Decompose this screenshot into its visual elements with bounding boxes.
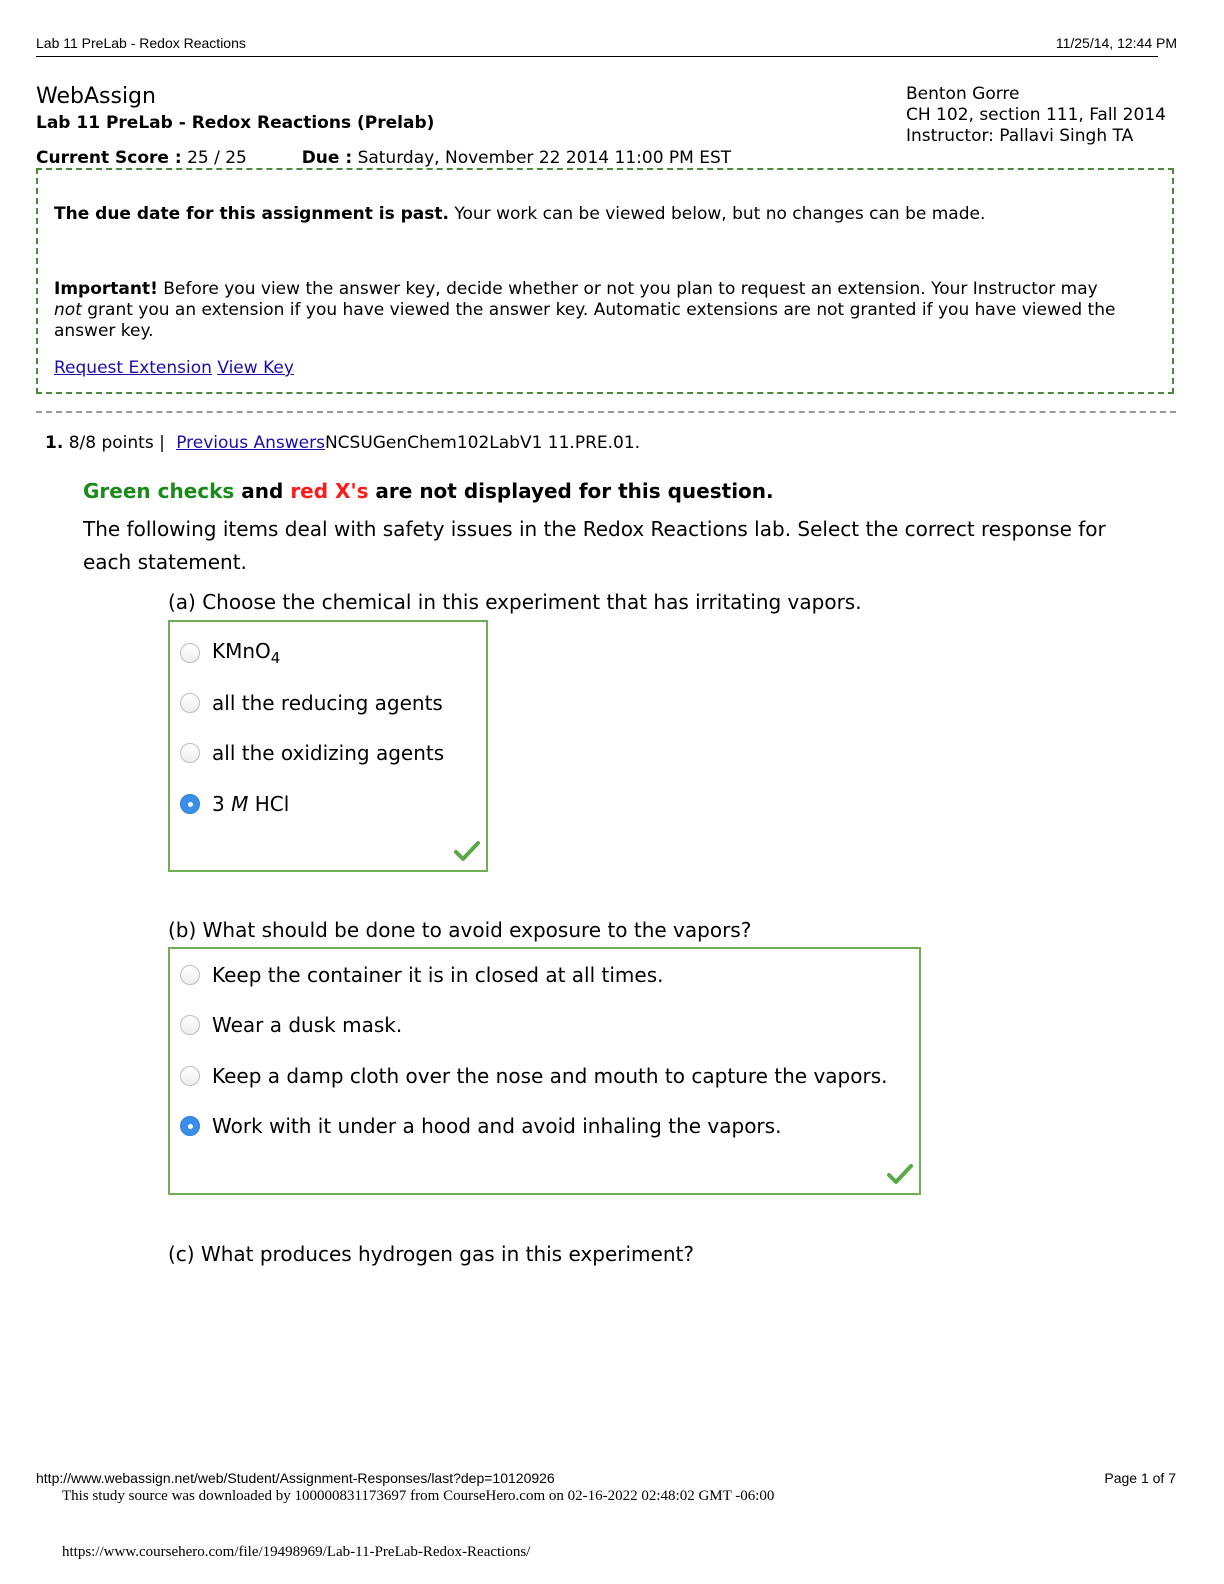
request-extension-link[interactable]: Request Extension [54, 358, 212, 378]
checkmark-icon [887, 1163, 913, 1185]
question-intro-line1: The following items deal with safety issues in the Redox Reactions lab. Select the correct response for [83, 517, 1106, 541]
question-header [45, 433, 640, 453]
due-value: Saturday, November 22 2014 11:00 PM EST [357, 148, 732, 168]
radio-button[interactable] [180, 643, 200, 663]
option-label: Keep the container it is in closed at all times. [212, 963, 664, 987]
course-info: CH 102, section 111, Fall 2014 [906, 105, 1166, 125]
past-due-rest: Your work can be viewed below, but no changes can be made. [448, 204, 986, 224]
score-value: 25 / 25 [187, 148, 247, 168]
important-message [54, 279, 1159, 342]
part-a-prompt: (a) Choose the chemical in this experiment that has irritating vapors. [168, 590, 862, 614]
brand-logo-text: WebAssign [36, 84, 156, 109]
radio-button[interactable] [180, 1066, 200, 1086]
checks-red-text: red X's [290, 479, 369, 503]
important-line1: Before you view the answer key, decide whether or not you plan to request an extension. Your Instructor may [157, 279, 1098, 299]
page-title: Lab 11 PreLab - Redox Reactions (Prelab) [36, 113, 435, 133]
important-not: not [54, 300, 82, 320]
student-name: Benton Gorre [906, 84, 1020, 104]
print-header-title: Lab 11 PreLab - Redox Reactions [36, 35, 246, 51]
score-row [36, 148, 731, 168]
past-due-bold: The due date for this assignment is past. [54, 204, 449, 224]
part-a-option-3[interactable] [180, 741, 444, 765]
option-label: Wear a dusk mask. [212, 1013, 403, 1037]
part-b-option-1[interactable] [180, 963, 663, 987]
question-number: 1. [45, 433, 64, 453]
radio-button[interactable] [180, 1015, 200, 1035]
important-line2: grant you an extension if you have viewed the answer key. Automatic extensions are not granted if you have viewed the [81, 300, 1116, 320]
checkmark-icon [454, 840, 480, 862]
part-b-prompt: (b) What should be done to avoid exposure to the vapors? [168, 918, 752, 942]
header-divider [36, 56, 1158, 57]
radio-button-selected[interactable] [180, 794, 200, 814]
important-bold: Important! [54, 279, 158, 299]
question-intro [83, 513, 1106, 579]
footer-url: http://www.webassign.net/web/Student/Assignment-Responses/last?dep=10120926 [36, 1470, 555, 1486]
checks-and-text: and [234, 479, 291, 503]
footer-source-url: https://www.coursehero.com/file/19498969/Lab-11-PreLab-Redox-Reactions/ [62, 1544, 531, 1560]
student-info [906, 84, 1166, 147]
previous-answers-link[interactable]: Previous Answers [176, 433, 325, 453]
part-a-option-1[interactable] [180, 639, 280, 667]
part-a-option-2[interactable] [180, 691, 443, 715]
option-label: KMnO$_4$ [212, 639, 281, 667]
part-b-option-4[interactable] [180, 1114, 781, 1138]
radio-button[interactable] [180, 693, 200, 713]
section-divider [36, 411, 1176, 413]
part-b-option-3[interactable] [180, 1064, 887, 1088]
radio-button-selected[interactable] [180, 1116, 200, 1136]
option-label: 3 M HCl [212, 792, 290, 816]
notice-links [54, 358, 294, 378]
view-key-link[interactable]: View Key [217, 358, 294, 378]
instructor-info: Instructor: Pallavi Singh TA [906, 126, 1134, 146]
radio-button[interactable] [180, 743, 200, 763]
part-c-prompt: (c) What produces hydrogen gas in this experiment? [168, 1242, 694, 1266]
important-line3: answer key. [54, 321, 154, 341]
score-label: Current Score : [36, 148, 182, 168]
part-b-option-2[interactable] [180, 1013, 402, 1037]
option-label: Keep a damp cloth over the nose and mouth to capture the vapors. [212, 1064, 888, 1088]
past-due-message [54, 204, 985, 224]
checks-note [83, 479, 774, 503]
option-label: all the reducing agents [212, 691, 443, 715]
part-a-options [168, 620, 488, 872]
checks-green-text: Green checks [83, 479, 235, 503]
question-intro-line2: each statement. [83, 550, 247, 574]
option-label: Work with it under a hood and avoid inhaling the vapors. [212, 1114, 782, 1138]
footer-source-note: This study source was downloaded by 100000831173697 from CourseHero.com on 02-16-2022 02:48:02 GMT -06:00 [62, 1488, 775, 1504]
option-label: all the oxidizing agents [212, 741, 445, 765]
part-a-option-4[interactable] [180, 792, 289, 816]
question-code: NCSUGenChem102LabV1 11.PRE.01. [324, 433, 641, 453]
question-points: 8/8 points | [63, 433, 171, 453]
radio-button[interactable] [180, 965, 200, 985]
part-b-options [168, 947, 921, 1195]
footer-page-number: Page 1 of 7 [1104, 1470, 1176, 1486]
due-label: Due : [301, 148, 353, 168]
checks-rest-text: are not displayed for this question. [368, 479, 774, 503]
print-header-timestamp: 11/25/14, 12:44 PM [1055, 35, 1177, 51]
